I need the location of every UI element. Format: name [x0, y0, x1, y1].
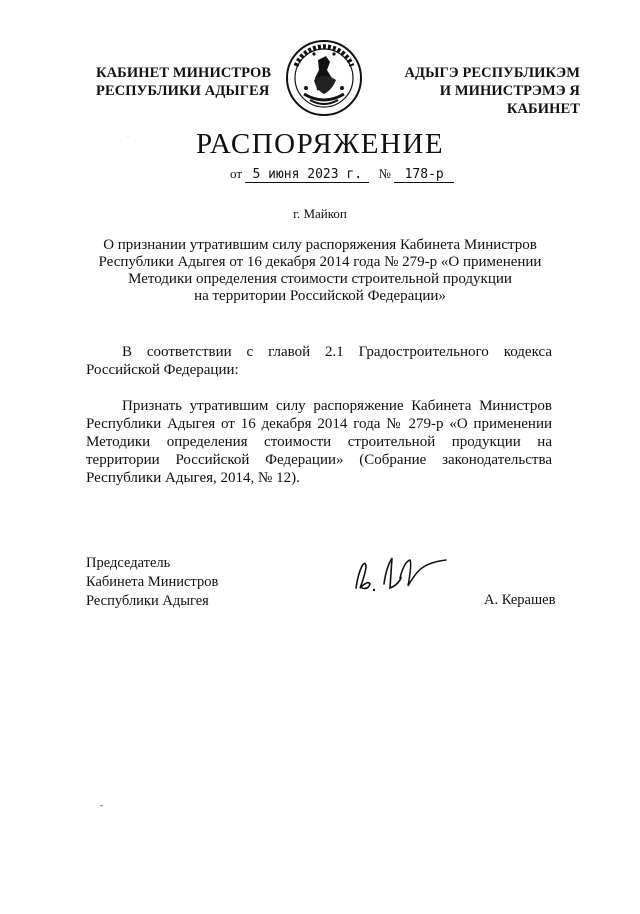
position-line-1: Председатель	[86, 555, 171, 571]
document-title: РАСПОРЯЖЕНИЕ	[195, 128, 445, 160]
issuer-name-russian	[96, 64, 271, 100]
issuer-line-1: КАБИНЕТ МИНИСТРОВ	[96, 65, 272, 81]
subject-line-1: О признании утратившим силу распоряжения Кабинета Министров	[103, 237, 537, 253]
subject-line-3: Методики определения стоимости строительной продукции	[128, 271, 512, 287]
scan-speck: ·	[127, 134, 129, 140]
signer-name: А. Керашев	[484, 592, 556, 608]
signatory-position	[86, 554, 218, 611]
subject-line-4: на территории Российской Федерации»	[194, 288, 446, 304]
city: г. Майкоп	[293, 206, 347, 221]
coat-of-arms-icon	[284, 38, 364, 118]
order-date: 5 июня 2023 г.	[245, 167, 369, 183]
body-paragraph-1: В соответствии с главой 2.1 Градостроительного кодекса Российской Федерации:	[86, 344, 552, 378]
order-date-number	[230, 166, 454, 183]
position-line-2: Кабинета Министров	[86, 574, 219, 590]
document-subject	[92, 237, 548, 305]
issuer-line-2: РЕСПУБЛИКИ АДЫГЕЯ	[96, 83, 270, 99]
issuer-name-adyghe	[370, 64, 580, 118]
body-paragraph-2: Признать утратившим силу распоряжение Кабинета Министров Республики Адыгея от 16 декабря 2014 года № 279-р «О применении Методики определения стоимости строительной продукции на территории Российской Федерации» (Собрание законодательства Республики Адыгея, 2014, № 12).	[86, 398, 552, 486]
date-prefix: от	[230, 166, 243, 181]
subject-line-2: Республики Адыгея от 16 декабря 2014 года № 279-р «О применении	[98, 254, 542, 270]
issuer-adyghe-line-1: АДЫГЭ РЕСПУБЛИКЭМ	[404, 65, 580, 81]
number-prefix: №	[378, 166, 391, 181]
order-number: 178-р	[394, 167, 454, 183]
handwritten-signature-icon	[344, 548, 454, 608]
position-line-3: Республики Адыгея	[86, 593, 209, 609]
footer-mark: -	[100, 800, 103, 810]
issuer-adyghe-line-2: И МИНИСТРЭМЭ Я КАБИНЕТ	[439, 83, 580, 117]
